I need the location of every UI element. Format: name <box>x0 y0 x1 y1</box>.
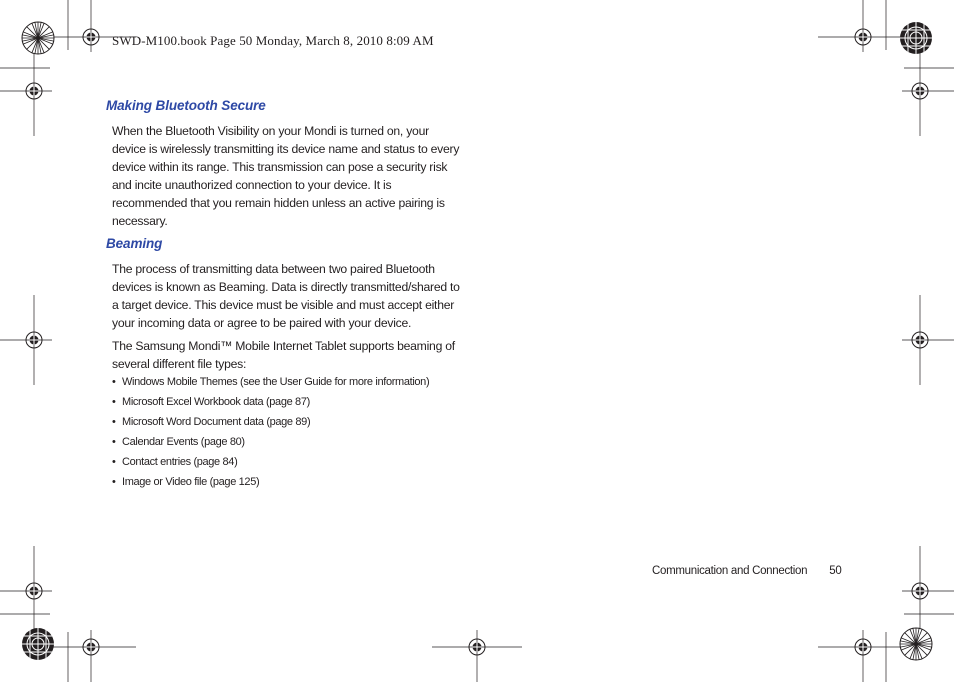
paragraph-supported-file-types: The Samsung Mondi™ Mobile Internet Tablet supports beaming of several different file types: <box>112 339 455 371</box>
list-item: • Calendar Events (page 80) <box>112 436 245 448</box>
bullet-icon: • <box>112 476 116 488</box>
paragraph-beaming-definition: The process of transmitting data between two paired Bluetooth devices is known as Beaming. Data is directly transmitted/shared to a target device. This device must be visible and must accept either your incoming data or agree to be paired with your device. <box>112 262 460 330</box>
heading-making-bluetooth-secure: Making Bluetooth Secure <box>106 98 266 113</box>
bullet-icon: • <box>112 376 116 388</box>
paragraph-bluetooth-visibility: When the Bluetooth Visibility on your Mondi is turned on, your device is wirelessly transmitting its device name and status to every device within its range. This transmission can pose a security risk and incite unauthorized connection to your device. It is recommended that you remain hidden unless an active pairing is necessary. <box>112 124 460 228</box>
page-number: 50 <box>829 565 842 577</box>
bullet-icon: • <box>112 436 116 448</box>
list-item: • Image or Video file (page 125) <box>112 476 260 488</box>
list-item: • Contact entries (page 84) <box>112 456 238 468</box>
list-item: • Windows Mobile Themes (see the User Guide for more information) <box>112 376 430 388</box>
bullet-icon: • <box>112 456 116 468</box>
footer-section-title: Communication and Connection <box>652 565 808 577</box>
page-footer <box>652 565 841 577</box>
bullet-icon: • <box>112 396 116 408</box>
print-slug: SWD-M100.book Page 50 Monday, March 8, 2010 8:09 AM <box>112 33 434 48</box>
list-item: • Microsoft Excel Workbook data (page 87) <box>112 396 310 408</box>
list-item: • Microsoft Word Document data (page 89) <box>112 416 311 428</box>
bullet-icon: • <box>112 416 116 428</box>
heading-beaming: Beaming <box>106 236 163 251</box>
file-type-list <box>112 375 429 495</box>
